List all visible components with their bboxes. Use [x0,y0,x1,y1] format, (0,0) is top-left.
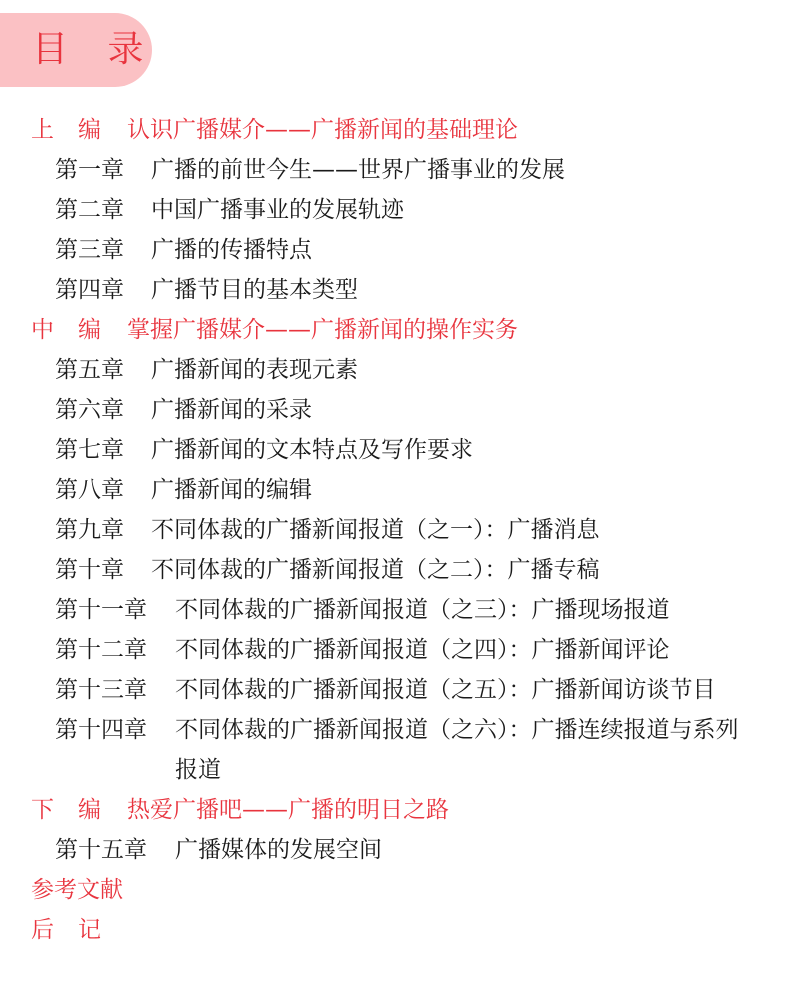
chapter-label: 第三章 [55,237,124,263]
chapter-title: 广播新闻的文本特点及写作要求 [151,437,473,463]
chapter-title: 广播新闻的表现元素 [151,357,358,383]
chapter-label: 第四章 [55,277,124,303]
chapter-entry-12[interactable] [0,630,790,670]
chapter-label: 第六章 [55,397,124,423]
chapter-title: 不同体裁的广播新闻报道（之五）：广播新闻访谈节目 [175,677,716,703]
part-heading-upper[interactable] [0,110,790,150]
chapter-entry-7[interactable] [0,430,790,470]
chapter-entry-15[interactable] [0,830,790,870]
chapter-entry-10[interactable] [0,550,790,590]
table-of-contents [0,110,790,950]
chapter-entry-4[interactable] [0,270,790,310]
chapter-label: 第十章 [55,557,124,583]
chapter-entry-11[interactable] [0,590,790,630]
part-title: 热爱广播吧——广播的明日之路 [127,797,449,823]
chapter-title: 广播的前世今生——世界广播事业的发展 [151,157,565,183]
chapter-entry-2[interactable] [0,190,790,230]
chapter-title: 中国广播事业的发展轨迹 [151,197,404,223]
chapter-entry-9[interactable] [0,510,790,550]
afterword-label: 后记 [31,917,125,943]
chapter-title: 不同体裁的广播新闻报道（之二）：广播专稿 [151,557,600,583]
chapter-label: 第九章 [55,517,124,543]
chapter-label: 第七章 [55,437,124,463]
chapter-title: 不同体裁的广播新闻报道（之一）：广播消息 [151,517,600,543]
chapter-title: 广播的传播特点 [151,237,312,263]
chapter-entry-3[interactable] [0,230,790,270]
chapter-title: 广播新闻的编辑 [151,477,312,503]
part-heading-lower[interactable] [0,790,790,830]
chapter-entry-14[interactable] [0,710,790,790]
chapter-label: 第五章 [55,357,124,383]
part-title: 认识广播媒介——广播新闻的基础理论 [127,117,518,143]
chapter-entry-1[interactable] [0,150,790,190]
part-label: 下编 [31,797,125,823]
chapter-entry-5[interactable] [0,350,790,390]
chapter-entry-13[interactable] [0,670,790,710]
chapter-label: 第十三章 [55,677,147,703]
chapter-entry-8[interactable] [0,470,790,510]
references-label: 参考文献 [31,877,123,903]
references-entry[interactable] [0,870,790,910]
chapter-title: 不同体裁的广播新闻报道（之六）：广播连续报道与系列报道 [175,717,739,783]
part-heading-middle[interactable] [0,310,790,350]
chapter-label: 第八章 [55,477,124,503]
chapter-title: 广播媒体的发展空间 [175,837,382,863]
chapter-label: 第十二章 [55,637,147,663]
chapter-label: 第一章 [55,157,124,183]
chapter-title: 不同体裁的广播新闻报道（之三）：广播现场报道 [175,597,670,623]
chapter-label: 第十五章 [55,837,147,863]
part-label: 中编 [31,317,125,343]
part-label: 上编 [31,117,125,143]
chapter-title: 广播节目的基本类型 [151,277,358,303]
part-title: 掌握广播媒介——广播新闻的操作实务 [127,317,518,343]
chapter-label: 第十一章 [55,597,147,623]
chapter-label: 第十四章 [55,717,147,743]
chapter-label: 第二章 [55,197,124,223]
chapter-title: 广播新闻的采录 [151,397,312,423]
afterword-entry[interactable] [0,910,790,950]
chapter-entry-6[interactable] [0,390,790,430]
chapter-title: 不同体裁的广播新闻报道（之四）：广播新闻评论 [175,637,670,663]
page-title: 目 录 [32,29,158,70]
